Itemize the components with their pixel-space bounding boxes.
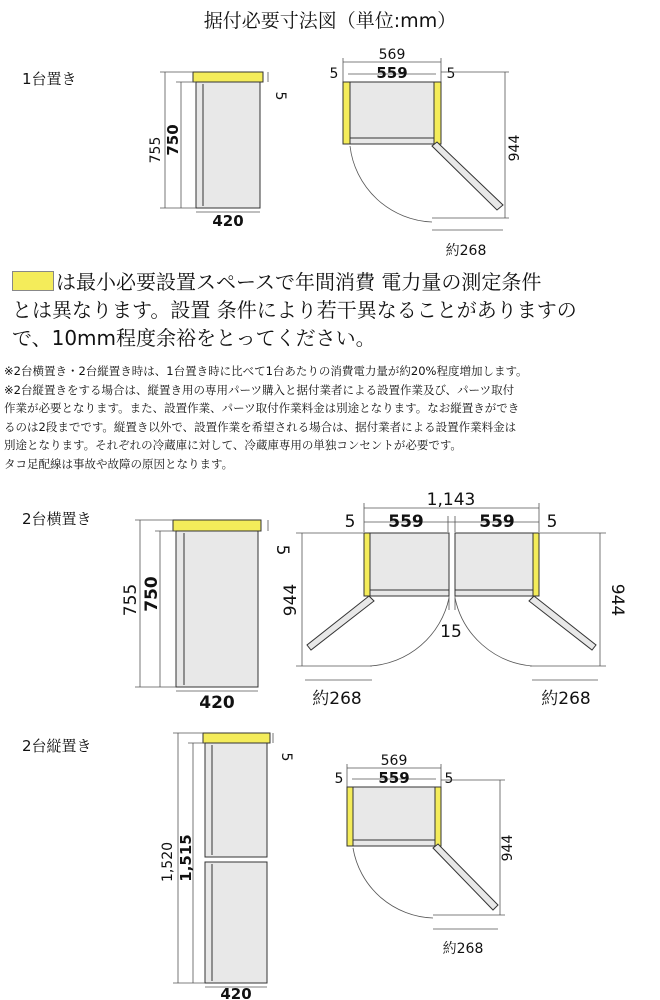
- dim-569: 569: [378, 47, 406, 63]
- door-swing-arc: [370, 598, 449, 666]
- note-line: 別途となります。それぞれの冷蔵庫に対して、冷蔵庫専用の単独コンセントが必要です。: [4, 438, 462, 452]
- dim-750: 750: [142, 576, 162, 612]
- fridge-side: [196, 82, 260, 208]
- dim-755: 755: [121, 583, 141, 617]
- dim-5: 5: [278, 752, 294, 762]
- note-line: タコ足配線は事故や故障の原因となります。: [4, 456, 234, 471]
- dim-420: 420: [220, 985, 252, 1000]
- fridge-top-right: [455, 533, 533, 596]
- open-door: [432, 142, 503, 210]
- note-line: ※2台縦置きをする場合は、縦置き用の専用パーツ購入と据付業者による設置作業及び、パーツ取付: [4, 382, 515, 397]
- dim-5-right: 5: [446, 66, 456, 82]
- dim-944-left: 944: [281, 583, 301, 617]
- dim-5-left: 5: [344, 512, 356, 532]
- open-door-left: [307, 596, 374, 650]
- dim-268-right: 約268: [541, 689, 591, 709]
- top-clearance: [193, 72, 263, 82]
- dim-1520: 1,520: [160, 841, 176, 883]
- side-clearance: [347, 787, 353, 846]
- side-by-side-side-view: [121, 520, 292, 713]
- stacked-top-view: [335, 753, 516, 957]
- door-swing-arc: [353, 848, 433, 918]
- open-door: [433, 844, 498, 910]
- legend-line-2: とは異なります。設置 条件により若干異なることがありますの: [12, 298, 577, 322]
- section-label-side-by-side: 2台横置き: [22, 510, 92, 528]
- note-line: ※2台横置き・2台縦置き時は、1台置き時に比べて1台あたりの消費電力量が約20%程度増加します。: [4, 364, 528, 378]
- dim-559-left: 559: [388, 512, 424, 532]
- note-line: 作業が必要となります。また、設置作業、パーツ取付作業料金は別途となります。なお縦置きができ: [4, 401, 520, 415]
- section-label-single: 1台置き: [22, 70, 77, 88]
- dim-559: 559: [376, 64, 408, 82]
- fridge-side: [176, 531, 258, 687]
- dim-420: 420: [199, 693, 235, 713]
- door-swing-arc: [350, 146, 432, 222]
- top-clearance: [203, 733, 270, 743]
- dim-5-right: 5: [546, 512, 558, 532]
- single-top-view: [330, 47, 523, 259]
- side-clearance: [435, 787, 441, 846]
- fridge-side-lower: [205, 862, 267, 983]
- dim-944-right: 944: [607, 583, 627, 617]
- side-clearance: [364, 533, 370, 596]
- dim-569: 569: [380, 753, 408, 769]
- page-title: 据付必要寸法図（単位:mm）: [203, 10, 457, 32]
- dim-944: 944: [507, 134, 523, 162]
- dim-1143: 1,143: [426, 490, 476, 510]
- section-label-stacked: 2台縦置き: [22, 737, 92, 755]
- dim-268: 約268: [442, 941, 484, 957]
- dim-268: 約268: [445, 243, 487, 259]
- dim-5-right: 5: [444, 771, 454, 787]
- side-clearance: [343, 82, 350, 144]
- dim-5: 5: [272, 91, 288, 101]
- note-line: るのは2段までです。縦置き以外で、設置作業を希望される場合は、据付業者による設置作業料金は: [4, 419, 517, 434]
- top-clearance: [173, 520, 261, 531]
- dim-420: 420: [212, 212, 244, 230]
- legend-line-3: で、10mm程度余裕をとってください。: [12, 326, 376, 350]
- dim-268-left: 約268: [312, 689, 362, 709]
- fridge-top: [350, 82, 434, 144]
- side-clearance: [533, 533, 539, 596]
- legend-line-1: は最小必要設置スペースで年間消費 電力量の測定条件: [56, 270, 542, 294]
- dim-15: 15: [440, 622, 462, 642]
- fridge-side-upper: [205, 743, 267, 857]
- open-door-right: [529, 596, 596, 650]
- fridge-top: [353, 787, 435, 846]
- dim-5-left: 5: [329, 66, 339, 82]
- single-side-view: [148, 72, 288, 230]
- dim-750: 750: [164, 124, 182, 156]
- dim-5-left: 5: [334, 771, 344, 787]
- door-swing-arc: [455, 598, 532, 666]
- dim-559: 559: [378, 769, 410, 787]
- dim-559-right: 559: [479, 512, 515, 532]
- side-clearance: [434, 82, 441, 144]
- dim-1515: 1,515: [177, 834, 195, 882]
- dim-944: 944: [500, 834, 516, 862]
- side-by-side-top-view: [281, 490, 627, 709]
- fridge-top-left: [370, 533, 449, 596]
- dim-5: 5: [272, 544, 292, 556]
- stacked-side-view: [160, 733, 294, 1000]
- dim-755: 755: [148, 136, 164, 164]
